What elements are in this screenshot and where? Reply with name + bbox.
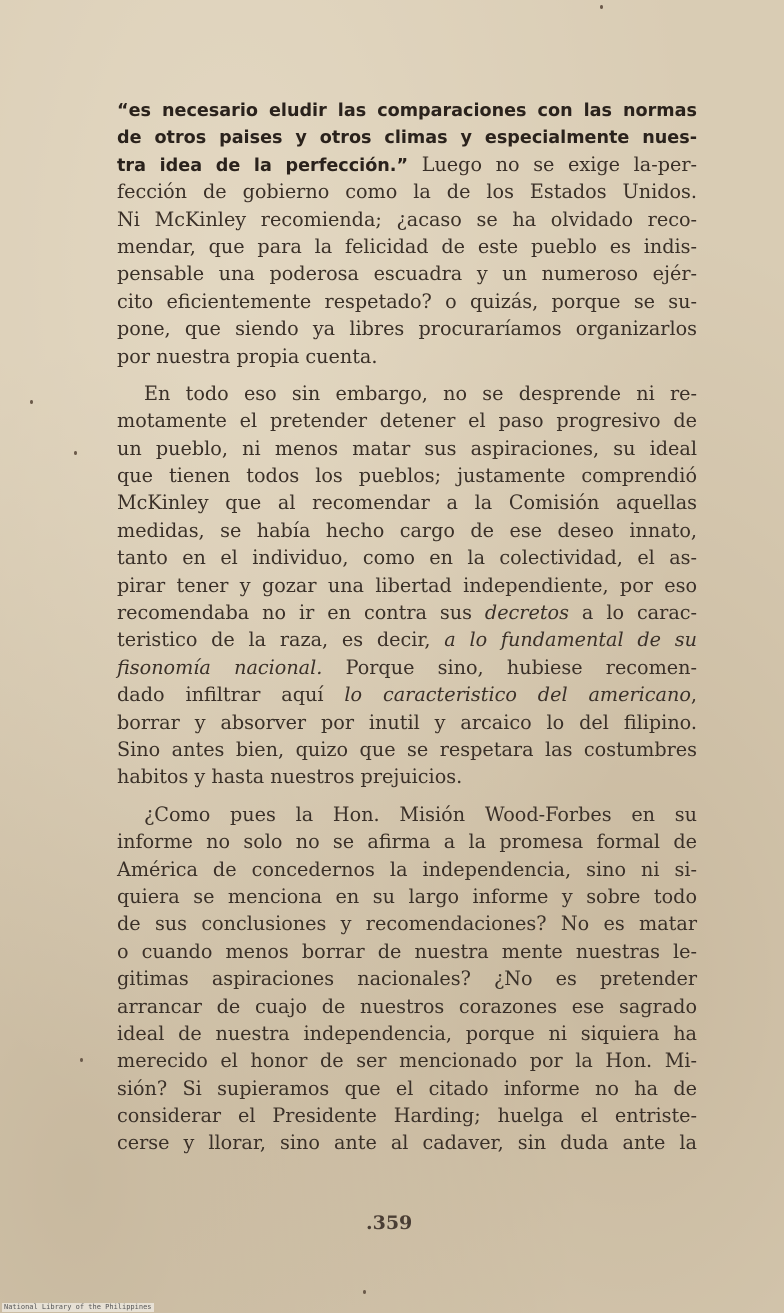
text-line: por nuestra propia cuenta.	[117, 344, 378, 368]
page-number: .359	[366, 1212, 413, 1234]
text-line: fisonomía nacional. Porque sino, hubiese recomen-	[117, 655, 697, 679]
text-line: sión? Si supieramos que el citado informe no ha de	[117, 1076, 697, 1100]
text-line: ¿Como pues la Hon. Misión Wood-Forbes en su	[144, 802, 697, 826]
text-line: Ni McKinley recomienda; ¿acaso se ha olvidado reco-	[117, 207, 697, 231]
library-credit: National Library of the Philippines	[4, 1303, 152, 1311]
text-line: mendar, que para la felicidad de este pueblo es indis-	[117, 234, 697, 258]
text-line: dado infiltrar aquí lo caracteristico del americano,	[117, 683, 697, 707]
text-line: quiera se menciona en su largo informe y sobre todo	[117, 884, 697, 908]
text-line: cito eficientemente respetado? o quizás, porque se su-	[117, 289, 697, 313]
body-text	[117, 96, 697, 1157]
paper-speck	[600, 5, 603, 9]
text-line: tra idea de la perfección.” Luego no se exige la-per-	[117, 152, 698, 176]
text-line: tanto en el individuo, como en la colectividad, el as-	[117, 546, 697, 570]
text-line: considerar el Presidente Harding; huelga el entriste-	[117, 1104, 697, 1128]
text-line: fección de gobierno como la de los Estados Unidos.	[117, 180, 697, 204]
text-line: borrar y absorver por inutil y arcaico lo del filipino.	[117, 710, 697, 734]
text-line: teristico de la raza, es decir, a lo fundamental de su	[117, 628, 697, 652]
text-line: Sino antes bien, quizo que se respetara las costumbres	[117, 737, 697, 761]
text-line: pensable una poderosa escuadra y un numeroso ejér-	[117, 262, 697, 286]
text-line: pone, que siendo ya libres procuraríamos organizarlos	[117, 317, 697, 341]
text-line: merecido el honor de ser mencionado por la Hon. Mi-	[117, 1049, 697, 1073]
text-line: un pueblo, ni menos matar sus aspiraciones, su ideal	[117, 436, 697, 460]
paper-speck	[80, 1058, 83, 1062]
text-line: gitimas aspiraciones nacionales? ¿No es pretender	[117, 967, 697, 991]
text-line: medidas, se había hecho cargo de ese deseo innato,	[117, 518, 697, 542]
text-line: informe no solo no se afirma a la promesa formal de	[117, 830, 697, 854]
text-line: arrancar de cuajo de nuestros corazones ese sagrado	[117, 994, 697, 1018]
text-line: que tienen todos los pueblos; justamente comprendió	[117, 464, 697, 488]
text-line: o cuando menos borrar de nuestra mente nuestras le-	[117, 939, 697, 963]
paper-speck	[30, 400, 33, 404]
paper-speck	[74, 451, 77, 455]
text-line: de otros paises y otros climas y especialmente nues-	[117, 128, 697, 149]
text-line: McKinley que al recomendar a la Comisión aquellas	[117, 491, 697, 515]
text-line: de sus conclusiones y recomendaciones? No es matar	[117, 912, 697, 936]
text-line: motamente el pretender detener el paso progresivo de	[117, 409, 697, 433]
text-line: ideal de nuestra independencia, porque ni siquiera ha	[117, 1021, 697, 1045]
text-line: “es necesario eludir las comparaciones con las normas	[117, 101, 697, 121]
text-line: En todo eso sin embargo, no se desprende ni re-	[144, 381, 697, 405]
paper-speck	[363, 1290, 366, 1294]
text-line: cerse y llorar, sino ante al cadaver, sin duda ante la	[117, 1131, 697, 1155]
text-line: América de concedernos la independencia, sino ni si-	[117, 857, 697, 881]
text-line: habitos y hasta nuestros prejuicios.	[117, 765, 463, 789]
text-line: recomendaba no ir en contra sus decretos a lo carac-	[117, 601, 697, 625]
text-line: pirar tener y gozar una libertad independiente, por eso	[117, 573, 697, 597]
